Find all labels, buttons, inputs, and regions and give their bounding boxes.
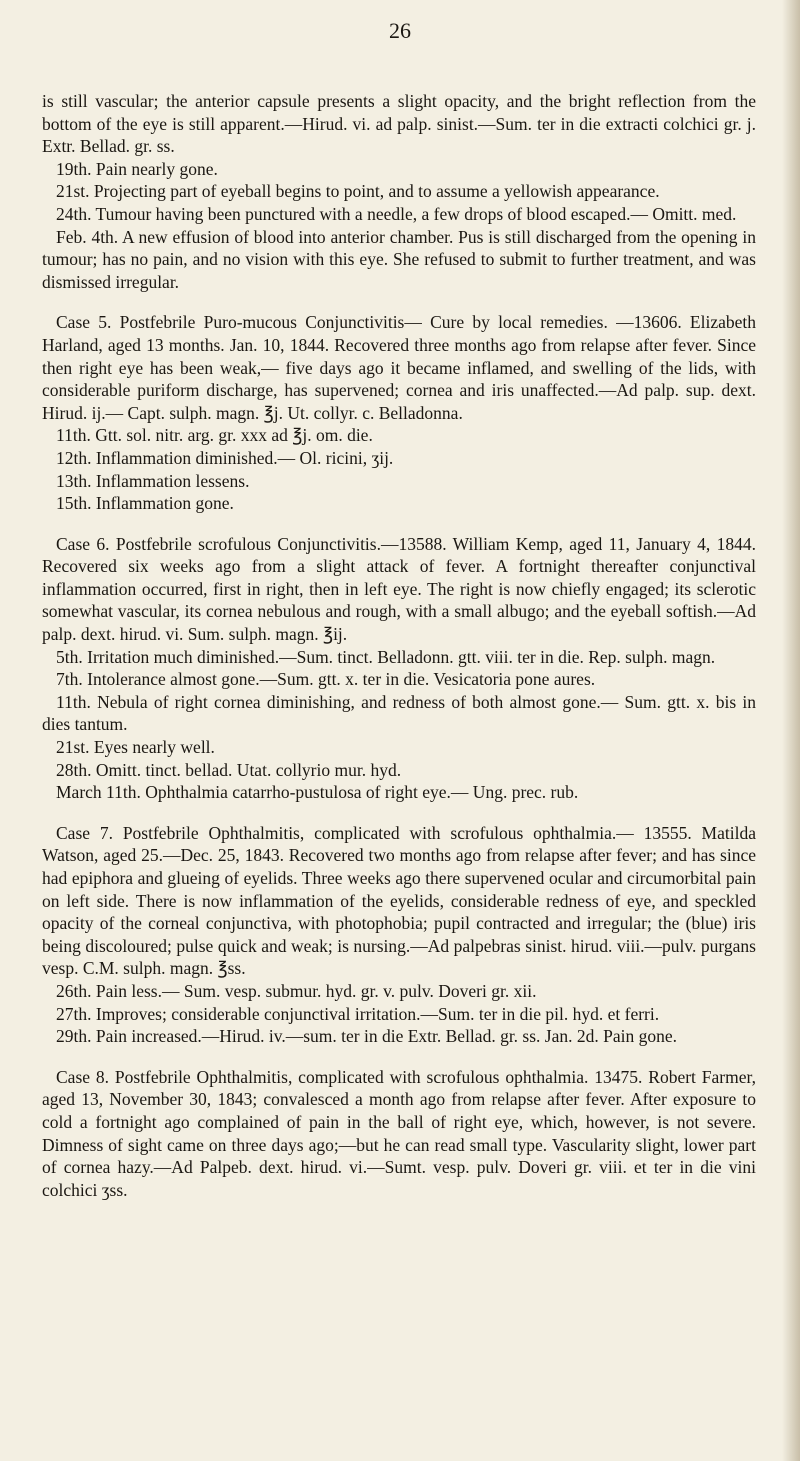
paragraph: 28th. Omitt. tinct. bellad. Utat. collyrio mur. hyd. xyxy=(56,759,402,780)
paragraph: Case 5. Postfebrile Puro-mucous Conjunctivitis— Cure by local remedies. —13606. Elizabeth Harland, aged 13 months. Jan. 10, 1844. Recovered three months ago from relapse after fever. Since then right eye has been weak,— five days ago it became inflamed, and swelling of the lids, with considerable puriform discharge, has supervened; cornea and iris unaffected.—Ad palp. sup. dext. Hirud. ij.— Capt. sulph. magn. ℥j. Ut. collyr. c. Belladonna. xyxy=(42,312,756,423)
paragraph: 11th. Gtt. sol. nitr. arg. gr. xxx ad ℥j. om. die. xyxy=(56,425,373,446)
paragraph: 5th. Irritation much diminished.—Sum. tinct. Belladonn. gtt. viii. ter in die. Rep. sulph. magn. xyxy=(56,646,716,667)
paragraph: 12th. Inflammation diminished.— Ol. ricini, ʒij. xyxy=(56,447,394,468)
paragraph: 29th. Pain increased.—Hirud. iv.—sum. ter in die Extr. Bellad. gr. ss. Jan. 2d. Pain gone. xyxy=(56,1026,678,1047)
page-number: 26 xyxy=(389,18,411,43)
paragraph: Case 6. Postfebrile scrofulous Conjunctivitis.—13588. William Kemp, aged 11, January 4, 1844. Recovered six weeks ago from a slight attack of fever. A fortnight thereafter conjunctival inflammation occurred, first in right, then in left eye. The right is now chiefly engaged; its sclerotic somewhat vascular, its cornea nebulous and rough, with a small albugo; and the eyeball softish.—Ad palp. dext. hirud. vi. Sum. sulph. magn. ℥ij. xyxy=(42,533,756,645)
paragraph: 21st. Projecting part of eyeball begins to point, and to assume a yellowish appearance. xyxy=(56,181,660,202)
paragraph: 21st. Eyes nearly well. xyxy=(56,737,215,758)
page-text xyxy=(42,90,756,1201)
paragraph: 27th. Improves; considerable conjunctival irritation.—Sum. ter in die pil. hyd. et ferri. xyxy=(56,1003,660,1024)
paragraph: 7th. Intolerance almost gone.—Sum. gtt. x. ter in die. Vesicatoria pone aures. xyxy=(56,669,596,690)
page-edge-shadow xyxy=(782,0,800,1461)
paragraph: 15th. Inflammation gone. xyxy=(56,493,234,514)
paragraph: Case 7. Postfebrile Ophthalmitis, complicated with scrofulous ophthalmia.— 13555. Matilda Watson, aged 25.—Dec. 25, 1843. Recovered two months ago from relapse after fever; and has since had epiphora and glueing of eyelids. Three weeks ago there supervened ocular and circumorbital pain on left side. There is now inflammation of the eyelids, considerable redness of eye, and speckled opacity of the corneal conjunctiva, with photophobia; pupil contracted and irregular; the (blue) iris being discoloured; pulse quick and weak; is nursing.—Ad palpebras sinist. hirud. viii.—pulv. purgans vesp. C.M. sulph. magn. ℥ss. xyxy=(42,822,756,979)
paragraph: 26th. Pain less.— Sum. vesp. submur. hyd. gr. v. pulv. Doveri gr. xii. xyxy=(56,980,537,1001)
paragraph: March 11th. Ophthalmia catarrho-pustulosa of right eye.— Ung. prec. rub. xyxy=(56,782,579,803)
paragraph: 11th. Nebula of right cornea diminishing, and redness of both almost gone.— Sum. gtt. x. bis in dies tantum. xyxy=(42,691,756,735)
paragraph: 13th. Inflammation lessens. xyxy=(56,470,250,491)
paragraph: Case 8. Postfebrile Ophthalmitis, complicated with scrofulous ophthalmia. 13475. Robert Farmer, aged 13, November 30, 1843; convalesced a month ago from relapse after fever. After exposure to cold a fortnight ago complained of pain in the ball of right eye, which, however, is not severe. Dimness of sight came on three days ago;—but he can read small type. Vascularity slight, lower part of cornea hazy.—Ad Palpeb. dext. hirud. vi.—Sumt. vesp. pulv. Doveri gr. viii. et ter in die vini colchici ʒss. xyxy=(42,1066,756,1200)
paragraph: Feb. 4th. A new effusion of blood into anterior chamber. Pus is still discharged from the opening in tumour; has no pain, and no vision with this eye. She refused to submit to further treatment, and was dismissed irregular. xyxy=(42,226,756,292)
paragraph: 24th. Tumour having been punctured with a needle, a few drops of blood escaped.— Omitt. med. xyxy=(56,203,737,224)
paragraph: 19th. Pain nearly gone. xyxy=(56,158,218,179)
paragraph: is still vascular; the anterior capsule presents a slight opacity, and the bright reflection from the bottom of the eye is still apparent.—Hirud. vi. ad palp. sinist.—Sum. ter in die extracti colchici gr. j. Extr. Bellad. gr. ss. xyxy=(42,91,756,157)
